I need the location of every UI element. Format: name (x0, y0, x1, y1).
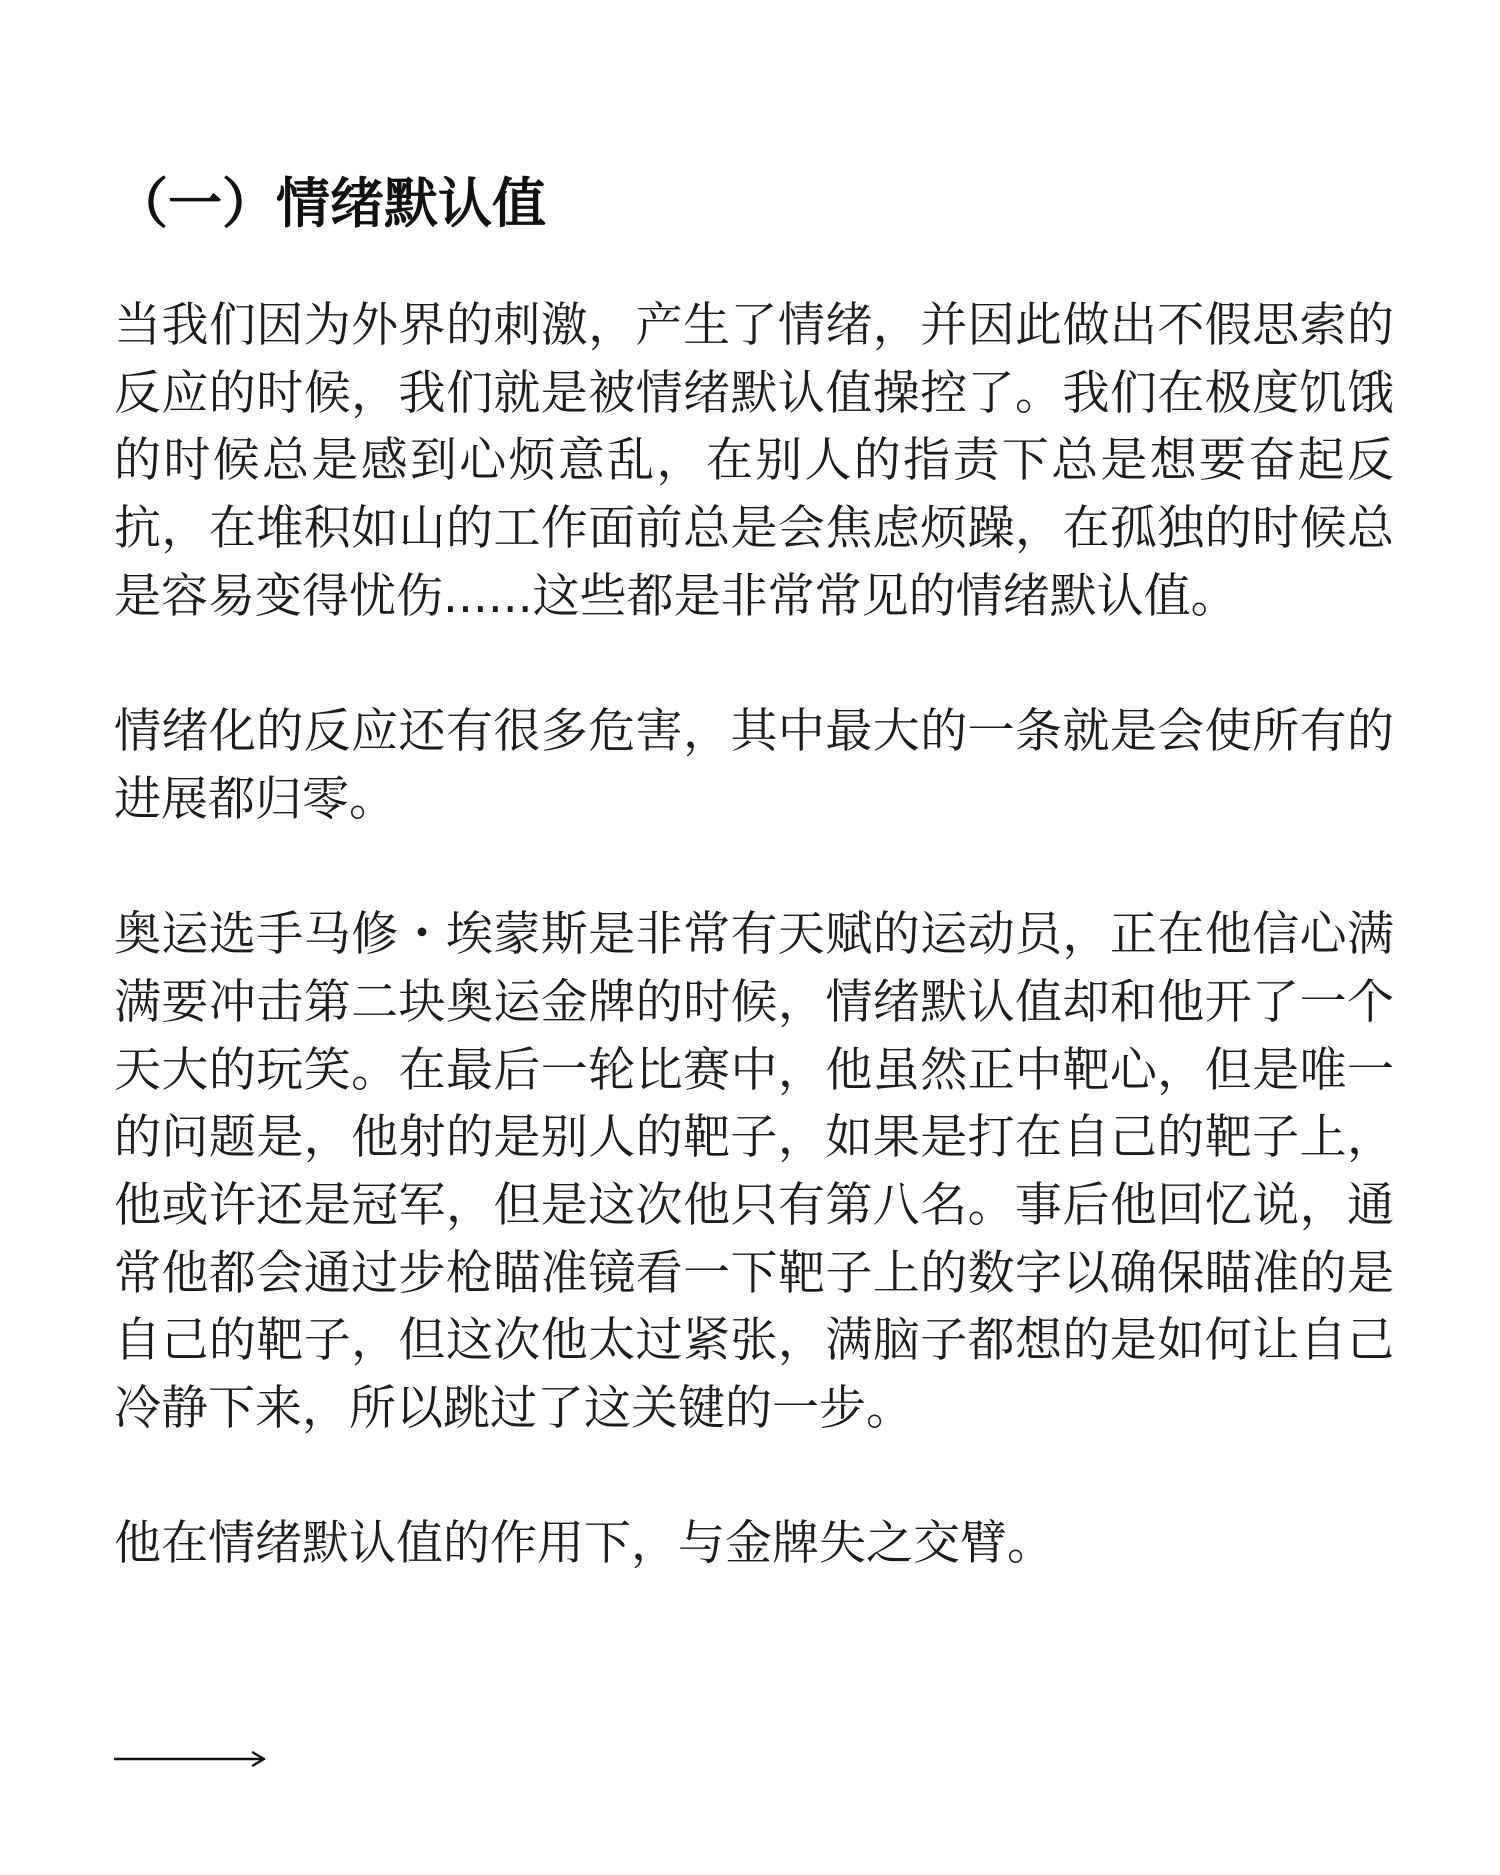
text-line: 进展都归零。 (114, 771, 396, 827)
paragraph-emmons-story (114, 901, 1394, 1443)
text-line: 的时候总是感到心烦意乱，在别人的指责下总是想要奋起反 (114, 433, 1394, 489)
paragraph-default-emotion (114, 292, 1394, 630)
text-line: 是容易变得忧伤......这些都是非常常见的情绪默认值。 (114, 568, 1238, 624)
section-title: （一）情绪默认值 (114, 172, 546, 235)
long-right-arrow-icon (114, 1749, 266, 1769)
text-line: 自己的靶子，但这次他太过紧张，满脑子都想的是如何让自己 (114, 1313, 1394, 1369)
text-line: 天大的玩笑。在最后一轮比赛中，他虽然正中靶心，但是唯一 (114, 1042, 1394, 1098)
text-line: 满要冲击第二块奥运金牌的时候，情绪默认值却和他开了一个 (114, 974, 1394, 1030)
text-line: 情绪化的反应还有很多危害，其中最大的一条就是会使所有的 (114, 704, 1394, 760)
paragraph-conclusion (114, 1510, 1394, 1578)
text-line: 反应的时候，我们就是被情绪默认值操控了。我们在极度饥饿 (114, 365, 1394, 421)
text-line: 常他都会通过步枪瞄准镜看一下靶子上的数字以确保瞄准的是 (114, 1245, 1394, 1301)
text-line: 当我们因为外界的刺激，产生了情绪，并因此做出不假思索的 (114, 298, 1394, 353)
text-line: 抗，在堆积如山的工作面前总是会焦虑烦躁，在孤独的时候总 (114, 501, 1394, 557)
text-line: 他或许还是冠军，但是这次他只有第八名。事后他回忆说，通 (114, 1177, 1394, 1233)
text-line: 的问题是，他射的是别人的靶子，如果是打在自己的靶子上， (114, 1110, 1394, 1166)
article-body (114, 292, 1394, 1578)
text-line: 冷静下来，所以跳过了这关键的一步。 (114, 1381, 913, 1436)
text-line: 他在情绪默认值的作用下，与金牌失之交臂。 (114, 1516, 1054, 1572)
paragraph-harm (114, 698, 1394, 833)
text-line: 奥运选手马修・埃蒙斯是非常有天赋的运动员，正在他信心满 (114, 907, 1394, 963)
